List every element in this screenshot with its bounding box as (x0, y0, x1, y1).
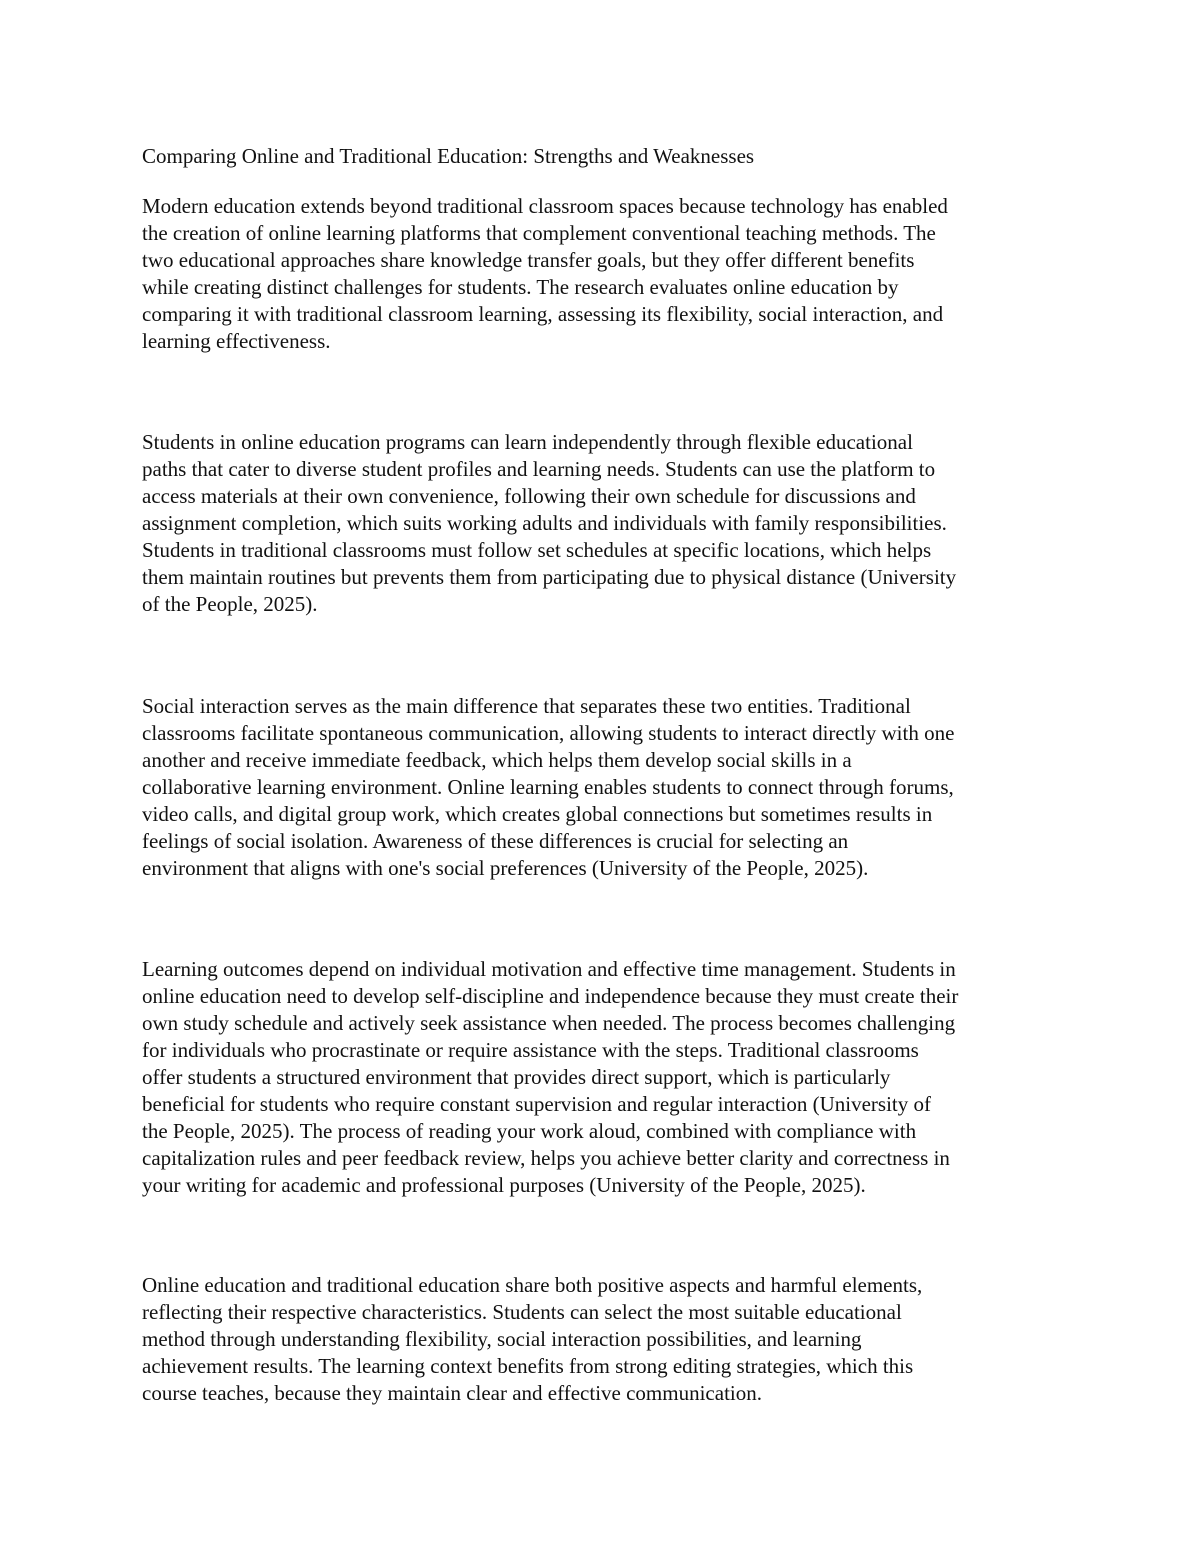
paragraph-flexibility: Students in online education programs can learn independently through flexible educational paths that cater to diverse student profiles and learning needs. Students can use the platform to access materials at their own convenience, following their own schedule for discussions and assignment completion, which suits working adults and individuals with family responsibilities. Students in traditional classrooms must follow set schedules at specific locations, which helps them maintain routines but prevents them from participating due to physical distance (University of the People, 2025). (142, 430, 957, 616)
paragraph-social-interaction: Social interaction serves as the main difference that separates these two entities. Traditional classrooms facilitate spontaneous communication, allowing students to interact directly with one another and receive immediate feedback, which helps them develop social skills in a collaborative learning environment. Online learning enables students to connect through forums, video calls, and digital group work, which creates global connections but sometimes results in feelings of social isolation. Awareness of these differences is crucial for selecting an environment that aligns with one's social preferences (University of the People, 2025). (142, 694, 955, 880)
paragraph-conclusion: Online education and traditional education share both positive aspects and harmful elements, reflecting their respective characteristics. Students can select the most suitable educational method through understanding flexibility, social interaction possibilities, and learning achievement results. The learning context benefits from strong editing strategies, which this course teaches, because they maintain clear and effective communication. (142, 1273, 923, 1405)
paragraph-introduction: Modern education extends beyond traditional classroom spaces because technology has enabled the creation of online learning platforms that complement conventional teaching methods. The two educational approaches share knowledge transfer goals, but they offer different benefits while creating distinct challenges for students. The research evaluates online education by comparing it with traditional classroom learning, assessing its flexibility, social interaction, and learning effectiveness. (142, 194, 948, 353)
document-title: Comparing Online and Traditional Education: Strengths and Weaknesses (142, 144, 755, 168)
paragraph-learning-outcomes: Learning outcomes depend on individual motivation and effective time management. Students in online education need to develop self-discipline and independence because they must create their own study schedule and actively seek assistance when needed. The process becomes challenging for individuals who procrastinate or require assistance with the steps. Traditional classrooms offer students a structured environment that provides direct support, which is particularly beneficial for students who require constant supervision and regular interaction (University of the People, 2025). The process of reading your work aloud, combined with compliance with capitalization rules and peer feedback review, helps you achieve better clarity and correctness in your writing for academic and professional purposes (University of the People, 2025). (142, 957, 959, 1197)
